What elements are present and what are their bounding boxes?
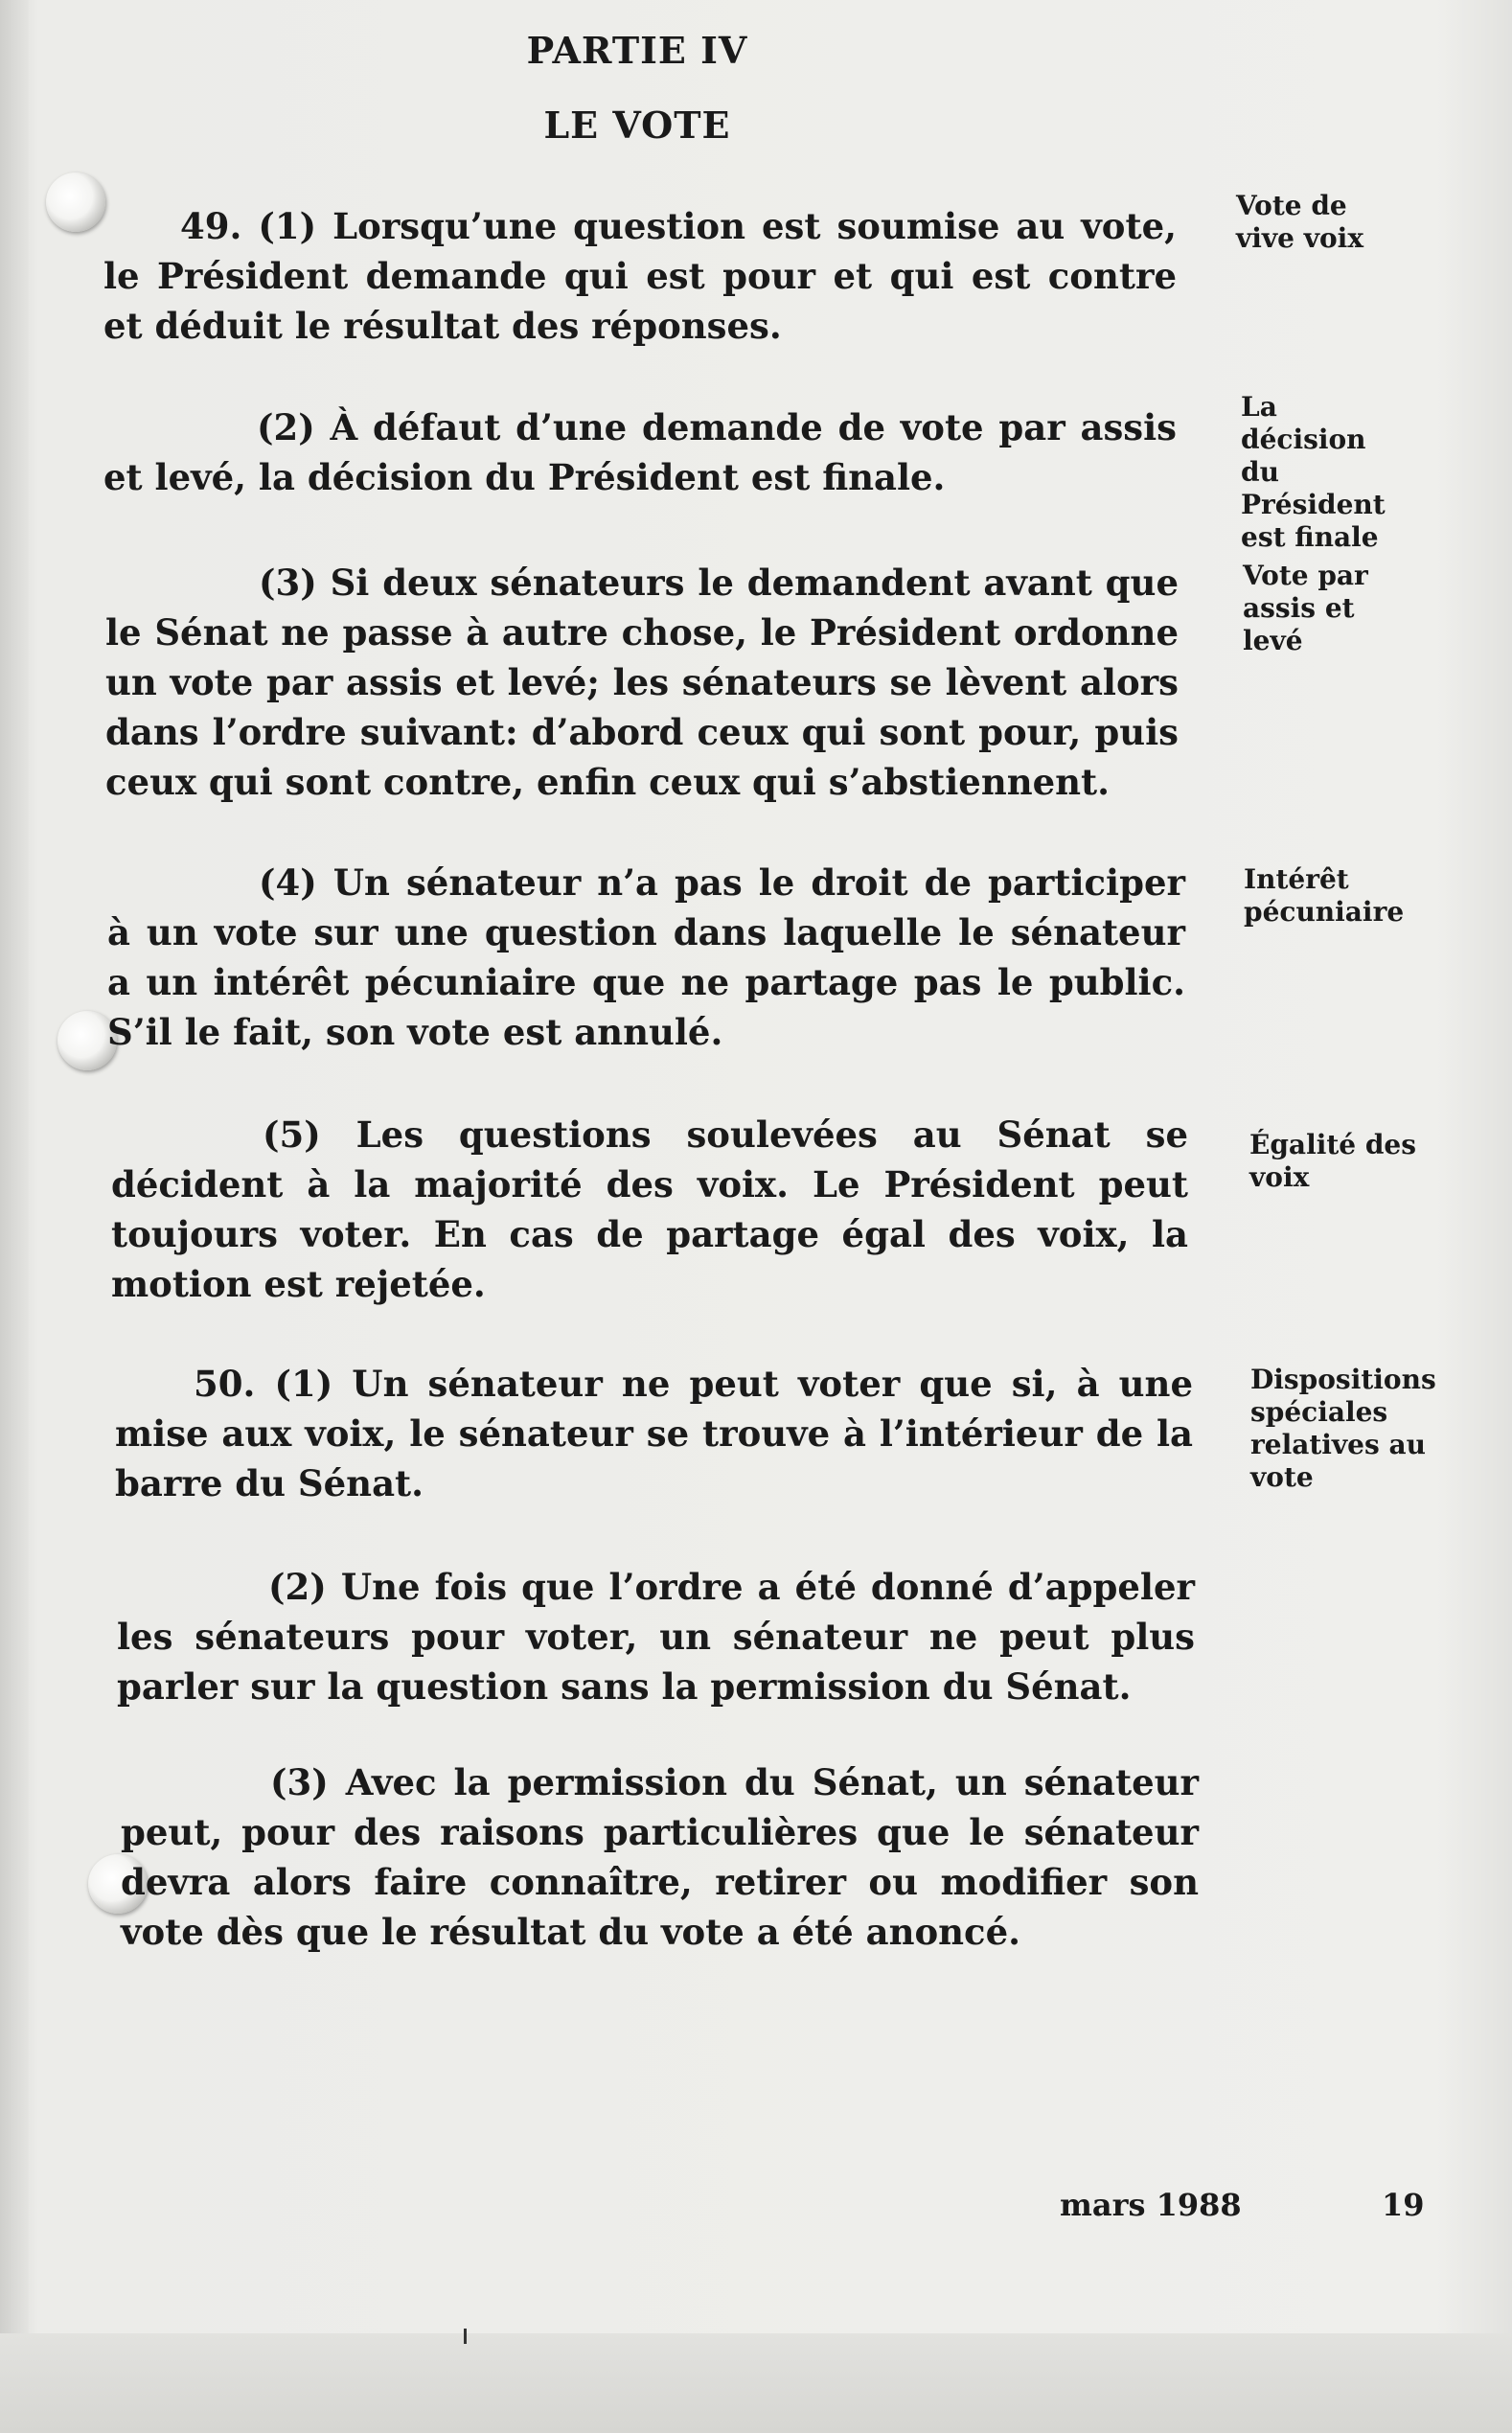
margin-note-vote-de-vive-voix: Vote de vive voix <box>1236 190 1364 254</box>
paragraph-50-3: (3) Avec la permission du Sénat, un sénateur peut, pour des raisons particulières que le sénateur devra alors faire connaître, retirer ou modifier son vote dès que le résultat du vote a été anoncé. <box>121 1761 1199 1953</box>
footer-date: mars 1988 <box>1060 2187 1242 2223</box>
page-bottom-shadow <box>0 2333 1512 2433</box>
paragraph-50-1: 50. (1) Un sénateur ne peut voter que si, à une mise aux voix, le sénateur se trouve à l’intérieur de la barre du Sénat. <box>115 1363 1193 1504</box>
paragraph-49-2: (2) À défaut d’une demande de vote par assis et levé, la décision du Président est finale. <box>103 406 1177 498</box>
margin-note-dispositions-speciales: Dispositions spéciales relatives au vote <box>1250 1364 1436 1493</box>
punch-hole-top <box>46 172 105 232</box>
paragraph-50-2: (2) Une fois que l’ordre a été donné d’appeler les sénateurs pour voter, un sénateur ne peut plus parler sur la question sans la permission du Sénat. <box>117 1566 1195 1708</box>
page-binding-edge <box>0 0 29 2433</box>
part-heading: PARTIE IV <box>526 29 748 72</box>
margin-note-decision-president: La décision du Président est finale <box>1241 391 1386 553</box>
paragraph-49-3: (3) Si deux sénateurs le demandent avant que le Sénat ne passe à autre chose, le Président ordonne un vote par assis et levé; les sénateurs se lèvent alors dans l’ordre suivant: d’abord ceux qui sont pour, puis ceux qui sont contre, enfin ceux qui s’abstiennent. <box>105 562 1179 803</box>
margin-note-vote-par-assis-et-leve: Vote par assis et levé <box>1243 560 1368 656</box>
margin-note-egalite-des-voix: Égalité des voix <box>1249 1129 1416 1193</box>
paragraph-49-5: (5) Les questions soulevées au Sénat se décident à la majorité des voix. Le Président peut toujours voter. En cas de partage égal des voix, la motion est rejetée. <box>111 1113 1188 1305</box>
section-heading: LE VOTE <box>543 103 731 147</box>
paragraph-49-4: (4) Un sénateur n’a pas le droit de participer à un vote sur une question dans laquelle le sénateur a un intérêt pécuniaire que ne partage pas le public. S’il le fait, son vote est annulé. <box>107 861 1185 1053</box>
scan-mark <box>464 2329 467 2344</box>
margin-note-interet-pecuniaire: Intérêt pécuniaire <box>1244 863 1405 928</box>
page-number: 19 <box>1382 2187 1425 2223</box>
paragraph-49-1: 49. (1) Lorsqu’une question est soumise au vote, le Président demande qui est pour et qui est contre et déduit le résultat des réponses. <box>103 205 1177 347</box>
